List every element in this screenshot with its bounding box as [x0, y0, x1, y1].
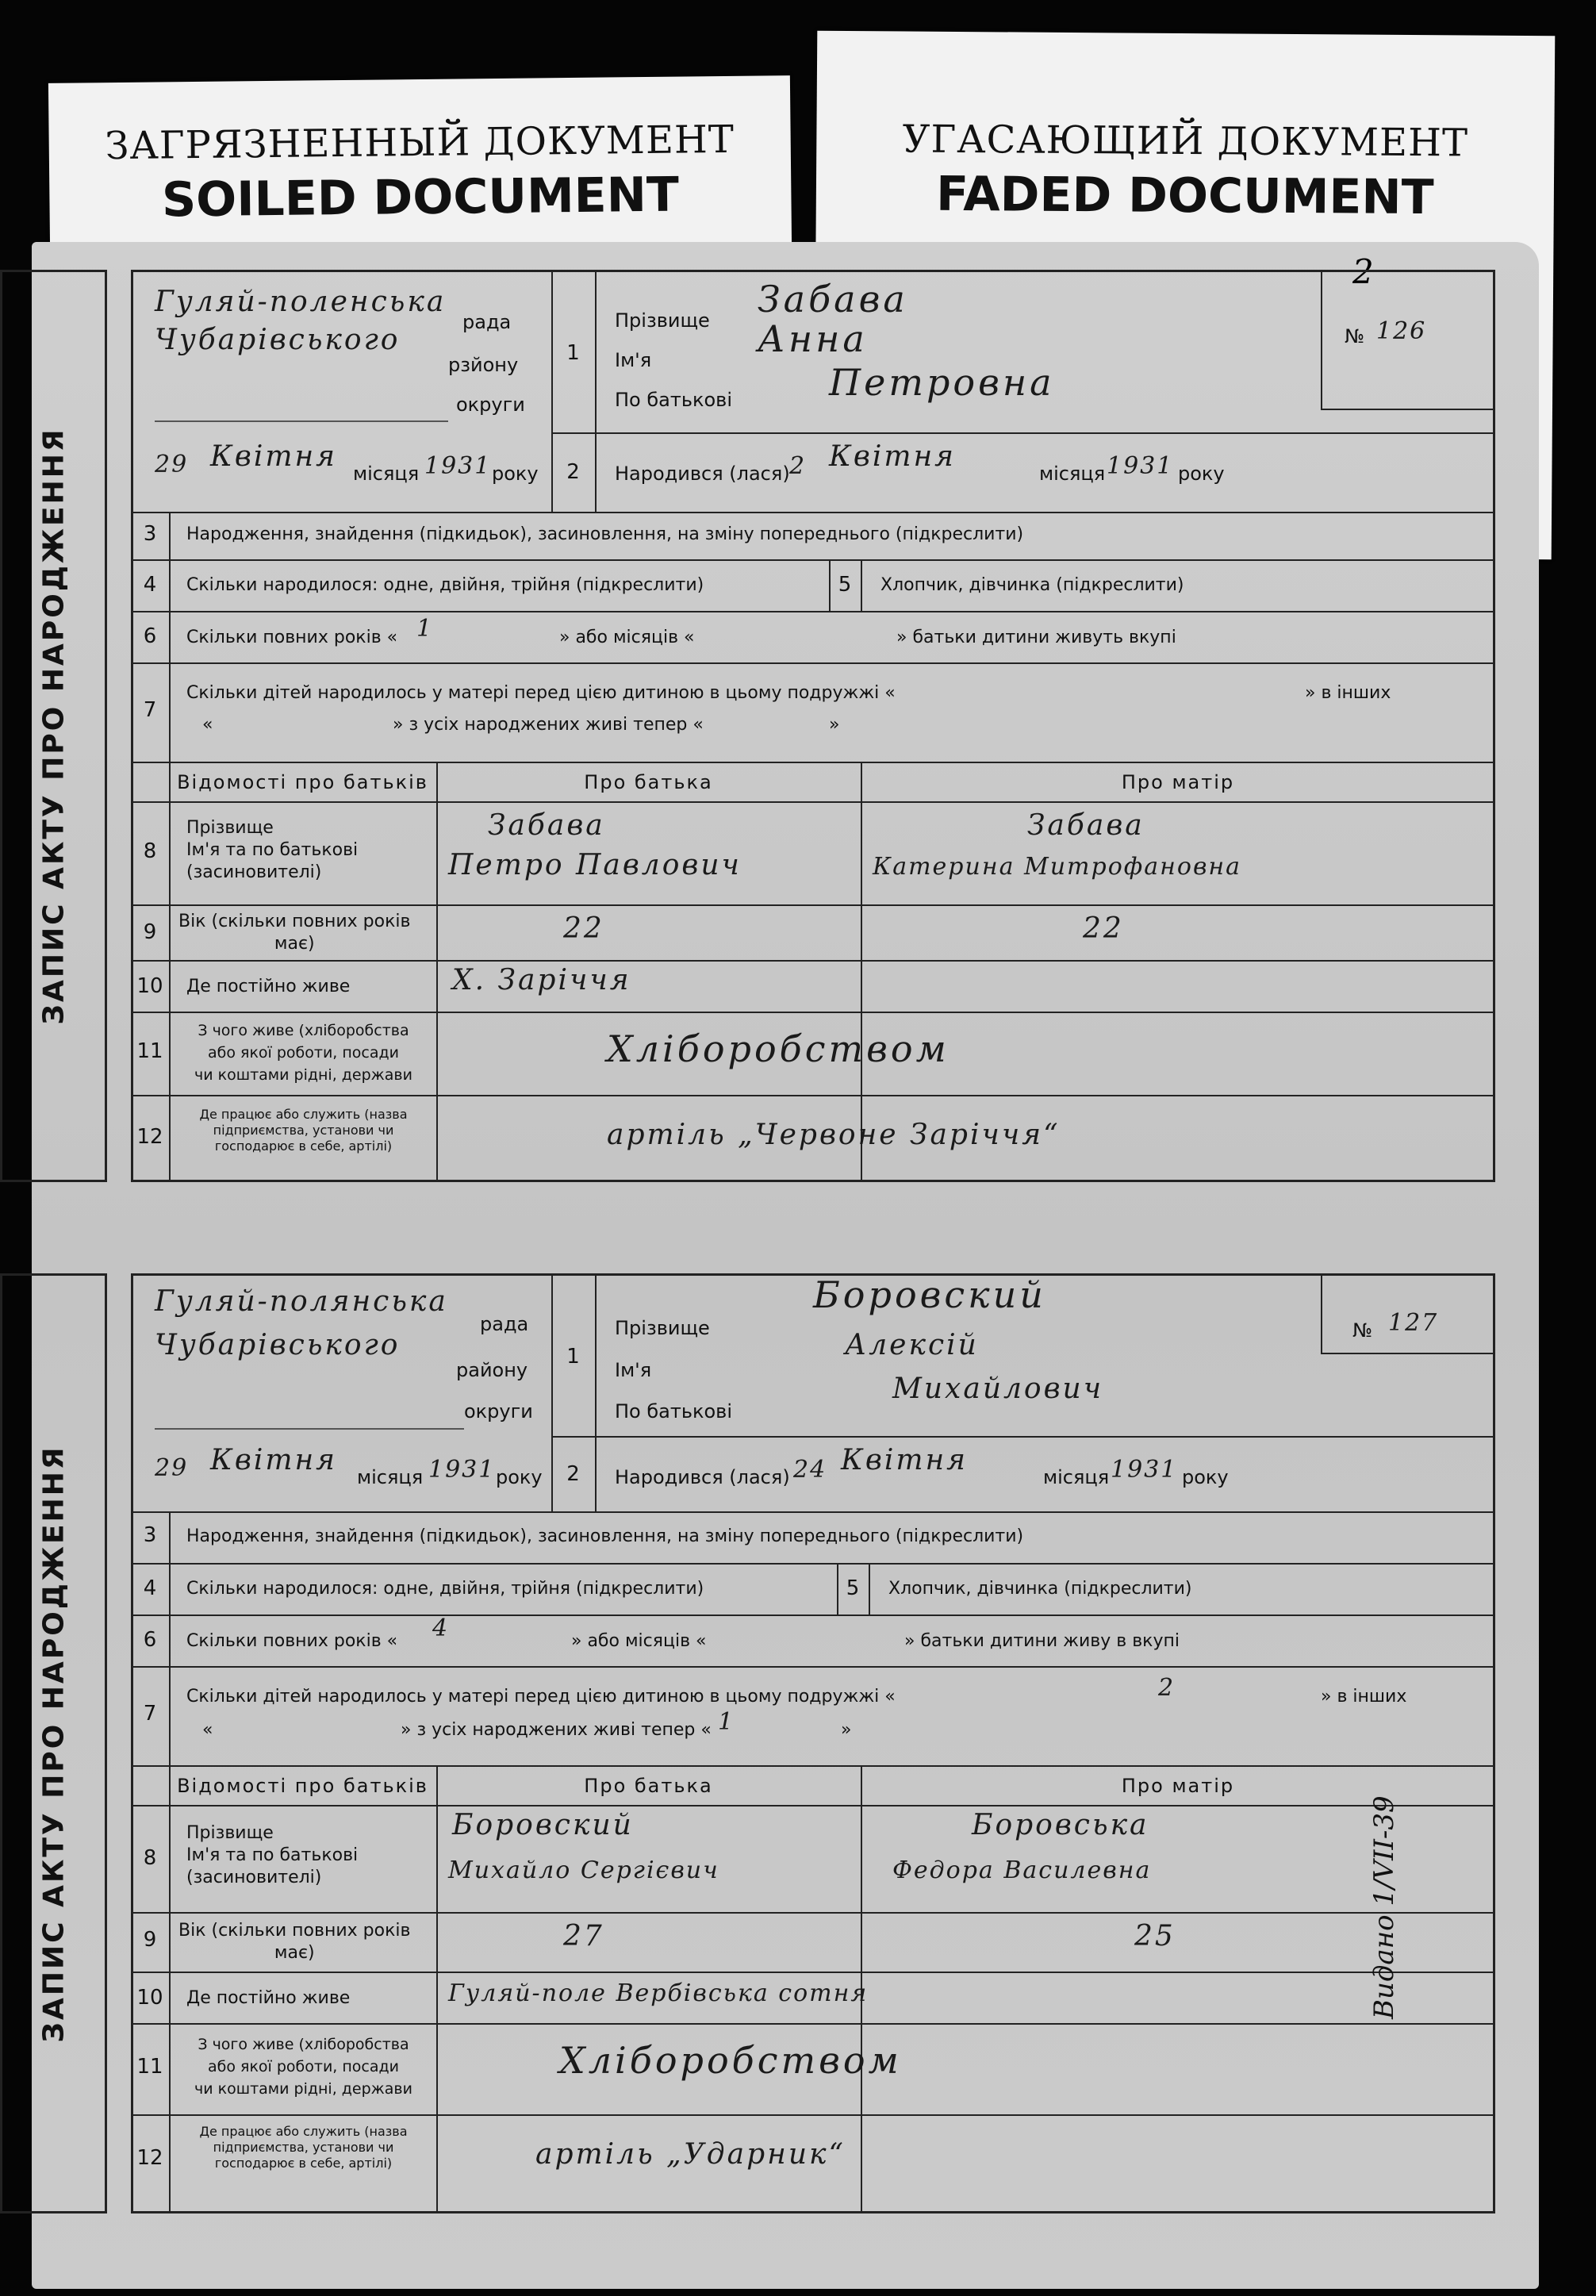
years-together: 4: [432, 1614, 450, 1642]
form-label: №: [1345, 325, 1364, 347]
form-label: Прізвище Ім'я та по батькові (засиновителі): [186, 1823, 359, 1887]
form-label: Скільки дітей народилось у матері перед цією дитиною в цьому подружжі «: [186, 1687, 896, 1707]
form-label: Де постійно живе: [186, 977, 351, 996]
father-name: Петро Павлович: [448, 849, 742, 881]
table-rule: [131, 801, 1495, 803]
table-rule: [131, 512, 1495, 513]
form-label: » з усіх народжених живі тепер «: [393, 715, 704, 735]
form-label: » батьки дитини живу в вкупі: [904, 1631, 1180, 1651]
table-rule: [861, 559, 862, 611]
table-rule: [131, 2023, 1495, 2025]
table-rule: [131, 611, 1495, 612]
row-number: 12: [136, 1125, 163, 1149]
form-label: Скільки народилося: одне, двійня, трійня (підкреслити): [186, 575, 704, 595]
form-label: місяця: [357, 1466, 424, 1488]
form-label: » в інших: [1305, 683, 1391, 703]
child-patronymic: Михайлович: [892, 1373, 1104, 1405]
father-surname: Забава: [488, 809, 605, 842]
form-label: Народження, знайдення (підкидьок), засиновлення, на зміну попереднього (підкреслити): [186, 1526, 1024, 1546]
form-label: Хлопчик, дівчинка (підкреслити): [888, 1579, 1192, 1599]
father-name: Михайло Сергієвич: [448, 1856, 719, 1884]
reg-month: Квітня: [210, 440, 338, 473]
table-rule: [131, 1765, 1495, 1767]
form-label: З чого живе (хліборобства або якої роботи, посади чи коштами рідні, держави: [194, 2036, 412, 2098]
row-number: 7: [143, 1702, 157, 1726]
form-label: рзйону: [448, 354, 519, 376]
form-label: рада: [462, 311, 512, 333]
side-title-box: [0, 270, 107, 1182]
born-year: 1931: [1107, 452, 1174, 480]
form-label: Скільки повних років «: [186, 628, 398, 647]
table-rule: [131, 1095, 1495, 1096]
table-rule: [1321, 1273, 1322, 1353]
residence: Х. Заріччя: [452, 964, 631, 996]
table-rule: [131, 1563, 1495, 1565]
form-label: Хлопчик, дівчинка (підкреслити): [880, 575, 1184, 595]
row-number: 11: [136, 2055, 163, 2079]
children-before: 2: [1158, 1674, 1176, 1702]
form-label: Про матір: [1121, 1775, 1235, 1797]
row-number: 6: [143, 624, 157, 648]
form-label: місяця: [1039, 463, 1106, 485]
soiled-document-label: [48, 75, 792, 254]
row-number: 6: [143, 1628, 157, 1652]
form-label: Скільки народилося: одне, двійня, трійня (підкреслити): [186, 1579, 704, 1599]
table-rule: [169, 1511, 171, 2213]
form-label: року: [1178, 463, 1225, 485]
row-number: 2: [566, 460, 580, 484]
form-label: Скільки дітей народилось у матері перед цією дитиною в цьому подружжі «: [186, 683, 896, 703]
father-surname: Боровский: [452, 1809, 634, 1841]
form-label: Народження, знайдення (підкидьок), засиновлення, на зміну попереднього (підкреслити): [186, 524, 1024, 544]
table-rule: [131, 960, 1495, 962]
table-rule: [131, 1972, 1495, 1973]
born-year: 1931: [1111, 1456, 1178, 1484]
table-rule: [131, 1912, 1495, 1914]
table-rule: [131, 762, 1495, 763]
form-label: округи: [456, 394, 525, 416]
born-day: 24: [793, 1456, 827, 1484]
child-name: Алексій: [845, 1329, 979, 1361]
workplace: артіль „Червоне Заріччя“: [607, 1119, 1061, 1151]
livelihood: Хліборобством: [559, 2039, 902, 2082]
years-together: 1: [416, 615, 434, 643]
table-rule: [131, 1666, 1495, 1668]
table-rule: [131, 1012, 1495, 1013]
born-month: Квітня: [841, 1444, 969, 1476]
child-surname: Забава: [758, 278, 908, 321]
form-label: » в інших: [1321, 1687, 1407, 1707]
table-rule: [551, 1436, 1495, 1438]
form-label: №: [1352, 1319, 1372, 1342]
livelihood: Хліборобством: [607, 1027, 950, 1070]
row-number: 5: [838, 573, 852, 597]
side-title-box: [0, 1273, 107, 2213]
table-rule: [131, 904, 1495, 906]
side-title: ЗАПИС АКТУ ПРО НАРОДЖЕННЯ: [37, 427, 70, 1025]
district: Чубарівського: [155, 324, 401, 356]
children-alive: 1: [718, 1708, 735, 1736]
child-surname: Боровский: [813, 1273, 1046, 1316]
form-label: Ім'я: [615, 349, 652, 371]
reg-month: Квітня: [210, 1444, 338, 1476]
table-rule: [155, 1428, 464, 1430]
row-number: 10: [136, 1986, 163, 2010]
row-number: 3: [143, 1523, 157, 1547]
record-number: 126: [1376, 317, 1427, 345]
child-patronymic: Петровна: [829, 361, 1055, 404]
table-rule: [1321, 409, 1495, 410]
row-number: 9: [143, 1928, 157, 1952]
form-label: рада: [480, 1313, 529, 1335]
form-label: »: [829, 715, 840, 735]
form-label: Про матір: [1121, 771, 1235, 793]
row-number: 10: [136, 974, 163, 998]
table-rule: [595, 1273, 597, 1511]
form-label: Про батька: [584, 1775, 713, 1797]
table-rule: [131, 1805, 1495, 1806]
reg-day: 29: [155, 1454, 189, 1482]
mother-age: 22: [1083, 912, 1124, 945]
mother-name: Федора Василевна: [892, 1856, 1152, 1884]
village-council: Гуляй-полянська: [155, 1285, 448, 1318]
form-label: місяця: [353, 463, 420, 485]
table-rule: [1321, 270, 1322, 409]
table-rule: [595, 270, 597, 512]
table-rule: [155, 420, 448, 422]
row-number: 9: [143, 920, 157, 944]
reg-year: 1931: [424, 452, 492, 480]
row-number: 4: [143, 1576, 157, 1600]
form-label: »: [841, 1720, 852, 1740]
reg-year: 1931: [428, 1456, 496, 1484]
row-number: 1: [566, 1345, 580, 1369]
mother-surname: Забава: [1027, 809, 1145, 842]
mother-age: 25: [1134, 1920, 1176, 1952]
table-rule: [869, 1563, 870, 1614]
village-council: Гуляй-поленська: [155, 286, 447, 318]
row-number: 8: [143, 1846, 157, 1870]
form-label: Де працює або служить (назва підприємства, установи чи господарює в себе, артілі): [199, 2124, 408, 2171]
born-day: 2: [789, 452, 807, 480]
form-label: Відомості про батьків: [177, 1775, 428, 1797]
record-number: 127: [1388, 1309, 1439, 1337]
birth-record-2: [37, 1273, 1495, 2213]
form-label: » або місяців «: [559, 628, 695, 647]
father-age: 22: [563, 912, 604, 945]
table-rule: [131, 559, 1495, 561]
row-number: 11: [136, 1039, 163, 1063]
form-label: «: [202, 715, 213, 735]
form-label: Вік (скільки повних років має): [178, 1921, 411, 1963]
form-label: З чого живе (хліборобства або якої роботи, посади чи коштами рідні, держави: [194, 1022, 412, 1084]
form-label: місяця: [1043, 1466, 1110, 1488]
father-age: 27: [563, 1920, 604, 1952]
reg-day: 29: [155, 451, 189, 478]
residence: Гуляй-поле Вербівська сотня: [448, 1979, 869, 2007]
form-label: округи: [464, 1400, 533, 1423]
child-name: Анна: [758, 317, 868, 360]
form-label: року: [496, 1466, 543, 1488]
table-rule: [551, 432, 1495, 434]
form-label: Про батька: [584, 771, 713, 793]
row-number: 1: [566, 341, 580, 365]
corner-number: 2: [1352, 252, 1374, 291]
soiled-label-en: SOILED DOCUMENT: [161, 167, 680, 228]
form-label: Народився (лася): [615, 463, 790, 485]
table-rule: [131, 2114, 1495, 2116]
row-number: 12: [136, 2146, 163, 2170]
row-number: 3: [143, 522, 157, 546]
form-label: Де працює або служить (назва підприємства, установи чи господарює в себе, артілі): [199, 1107, 408, 1154]
form-label: «: [202, 1720, 213, 1740]
table-rule: [131, 1614, 1495, 1616]
form-label: району: [456, 1359, 528, 1381]
issued-signature: Видано 1/VII-39: [1368, 1795, 1400, 2019]
form-label: Вік (скільки повних років має): [178, 912, 411, 954]
form-label: По батькові: [615, 1400, 732, 1423]
table-rule: [1321, 1353, 1495, 1354]
born-month: Квітня: [829, 440, 957, 473]
form-label: » батьки дитини живуть вкупі: [896, 628, 1176, 647]
row-number: 4: [143, 573, 157, 597]
row-number: 2: [566, 1462, 580, 1486]
form-label: року: [492, 463, 539, 485]
form-label: Народився (лася): [615, 1466, 790, 1488]
birth-record-1: [37, 270, 1495, 1182]
form-label: Прізвище: [615, 309, 710, 332]
faded-label-ru: УГАСАЮЩИЙ ДОКУМЕНТ: [902, 117, 1469, 166]
form-label: Відомості про батьків: [177, 771, 428, 793]
form-label: Ім'я: [615, 1359, 652, 1381]
row-number: 5: [846, 1576, 860, 1600]
form-label: Де постійно живе: [186, 1988, 351, 2008]
table-rule: [436, 762, 438, 1182]
mother-surname: Боровська: [972, 1809, 1149, 1841]
form-label: По батькові: [615, 389, 732, 411]
district: Чубарівського: [155, 1329, 401, 1361]
side-title: ЗАПИС АКТУ ПРО НАРОДЖЕННЯ: [37, 1444, 70, 2043]
soiled-label-ru: ЗАГРЯЗНЕННЫЙ ДОКУМЕНТ: [105, 117, 735, 169]
faded-label-en: FADED DOCUMENT: [935, 166, 1434, 226]
row-number: 8: [143, 839, 157, 863]
form-label: року: [1182, 1466, 1229, 1488]
mother-name: Катерина Митрофановна: [873, 853, 1242, 881]
table-rule: [436, 1765, 438, 2213]
form-label: » з усіх народжених живі тепер «: [401, 1720, 712, 1740]
form-label: Прізвище Ім'я та по батькові (засиновителі): [186, 818, 359, 882]
table-rule: [131, 1511, 1495, 1513]
form-label: Скільки повних років «: [186, 1631, 398, 1651]
form-label: Прізвище: [615, 1317, 710, 1339]
workplace: артіль „Ударник“: [535, 2138, 846, 2171]
row-number: 7: [143, 698, 157, 722]
form-label: » або місяців «: [571, 1631, 707, 1651]
table-rule: [131, 662, 1495, 664]
